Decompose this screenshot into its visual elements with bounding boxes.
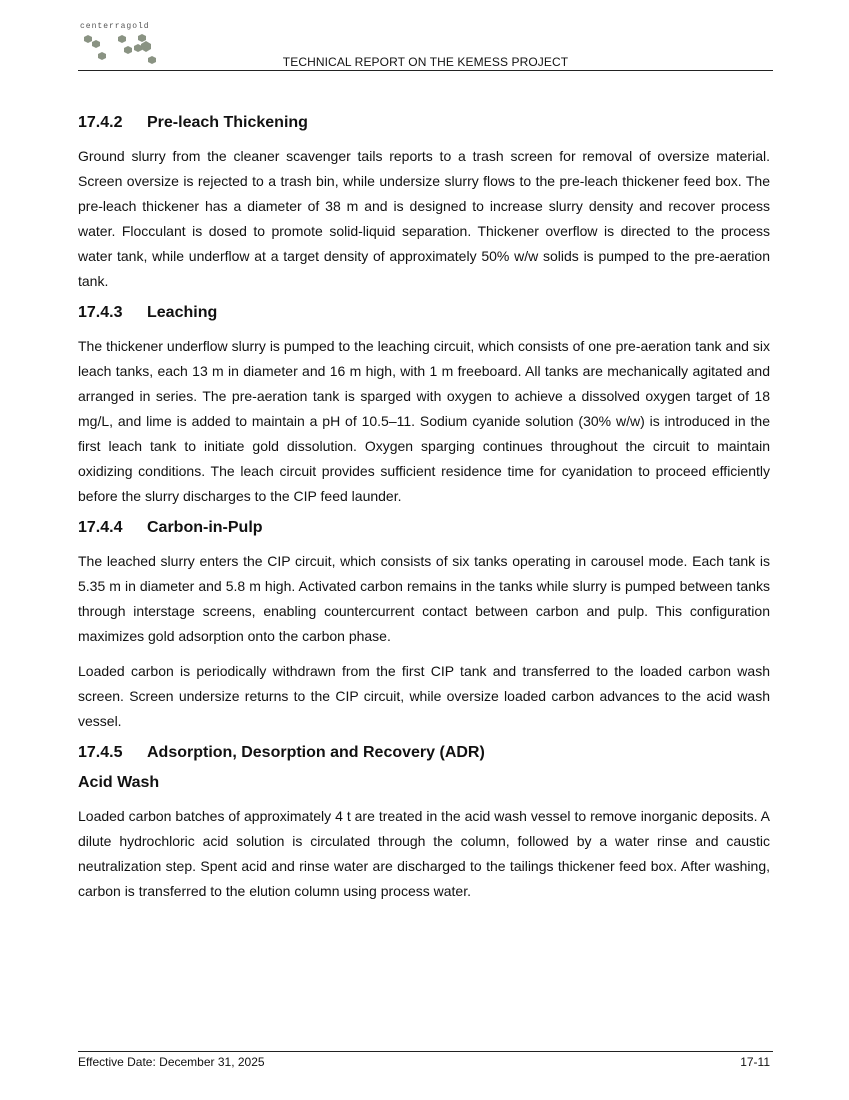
paragraph: The thickener underflow slurry is pumped to the leaching circuit, which consists of one pre-aeration tank and six leach tanks, each 13 m in diameter and 16 m high, with 1 m freeboard. All tanks are mechanically agitated and arranged in series. The pre-aeration tank is sparged with oxygen to achieve a dissolved oxygen target of 18 mg/L, and lime is added to maintain a pH of 10.5–11. Sodium cyanide solution (30% w/w) is introduced in the first leach tank to initiate gold dissolution. Oxygen sparging continues throughout the circuit to maintain oxidizing conditions. The leach circuit provides sufficient residence time for cyanidation to proceed efficiently before the slurry discharges to the CIP feed launder. — [78, 338, 770, 504]
section-number: 17.4.2 — [78, 114, 123, 131]
paragraph: Loaded carbon batches of approximately 4 t are treated in the acid wash vessel to remove inorganic deposits. A dilute hydrochloric acid solution is circulated through the column, followed by a water rinse and caustic neutralization step. Spent acid and rinse water are discharged to the tailings thickener feed box. After washing, carbon is transferred to the elution column using process water. — [78, 808, 770, 899]
section-heading-adr — [78, 744, 770, 762]
paragraph: Loaded carbon is periodically withdrawn from the first CIP tank and transferred to the loaded carbon wash screen. Screen undersize returns to the CIP circuit, while oversize loaded carbon advances to the acid wash vessel. — [78, 663, 770, 729]
effective-date: Effective Date: December 31, 2025 — [78, 1055, 265, 1069]
subheading-acid-wash: Acid Wash — [78, 774, 160, 791]
section-title: Leaching — [147, 304, 218, 321]
paragraph: Ground slurry from the cleaner scavenger tails reports to a trash screen for removal of oversize material. Screen oversize is rejected to a trash bin, while undersize slurry flows to the pre-leach thickener feed box. The pre-leach thickener has a diameter of 38 m and is designed to increase slurry density and recover process water. Flocculant is dosed to promote solid-liquid separation. Thickener overflow is directed to the process water tank, while underflow at a target density of approximately 50% w/w solids is pumped to the pre-aeration tank. — [78, 148, 770, 289]
page-number: 17-11 — [740, 1055, 770, 1069]
section-number: 17.4.3 — [78, 304, 123, 321]
header-divider — [78, 70, 773, 71]
section-number: 17.4.4 — [78, 519, 123, 536]
paragraph: The leached slurry enters the CIP circuit, which consists of six tanks operating in carousel mode. Each tank is 5.35 m in diameter and 5.8 m high. Activated carbon remains in the tanks while slurry is pumped between tanks through interstage screens, enabling countercurrent contact between carbon and pulp. This configuration maximizes gold adsorption onto the carbon phase. — [78, 553, 770, 644]
section-title: Adsorption, Desorption and Recovery (ADR) — [147, 744, 485, 761]
report-body — [78, 114, 770, 914]
section-heading-carbon-in-pulp — [78, 519, 770, 537]
logo-wordmark: centerragold — [80, 22, 150, 31]
footer-divider — [78, 1051, 773, 1052]
report-header-title: TECHNICAL REPORT ON THE KEMESS PROJECT — [282, 55, 569, 69]
section-heading-leaching — [78, 304, 770, 322]
section-number: 17.4.5 — [78, 744, 123, 761]
section-title: Pre-leach Thickening — [147, 114, 308, 131]
section-title: Carbon-in-Pulp — [147, 519, 263, 536]
section-heading-pre-leach-thickening — [78, 114, 770, 132]
